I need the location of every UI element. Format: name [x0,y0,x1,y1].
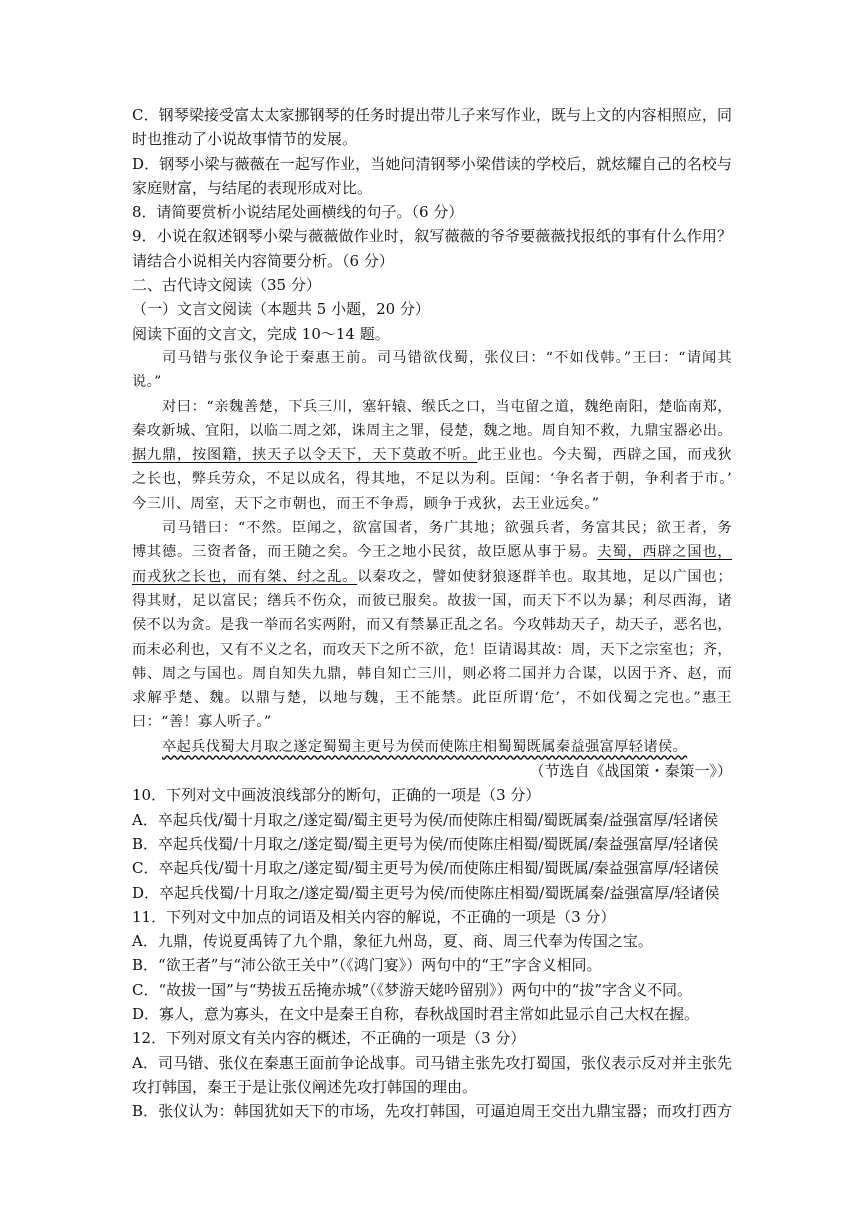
wavy-text: 卒起兵伐蜀大月取之遂定蜀蜀主更号为侯而使陈庄相蜀蜀既属秦益强富厚轻诸侯。 [162,738,688,755]
question-10-option-a: A．卒起兵伐/蜀十月取之/遂定蜀/蜀主更号为侯/而使陈庄相蜀/蜀既属秦/益强富厚/轻诸侯 [132,810,719,829]
exam-page [132,103,732,1123]
passage-text: 以秦攻之，譬如使豺狼逐群羊也。取其地，足以广国也； [357,568,732,585]
passage-p2-line-3 [132,443,732,467]
passage-p3-line-6: 而未必利也，又有不义之名，而攻天下之所不欲，危！臣请谒其故：周，天下之宗室也；齐， [132,641,732,658]
option-c-line-2: 时也推动了小说故事情节的发展。 [132,130,358,149]
option-c-line-1: C．钢琴梁接受富太太家挪钢琴的任务时提出带儿子来写作业，既与上文的内容相照应，同 [132,106,732,124]
passage-p3-line-1: 司马错曰：“不然。臣闻之，欲富国者，务广其地；欲强兵者，务富其民；欲王者，务 [162,520,732,537]
question-10-option-b: B．卒起兵伐蜀/十月取之/遂定蜀/蜀主更号为侯/而使陈庄相蜀/蜀既属/秦益强富厚/轻诸侯 [132,834,719,853]
question-11-option-c: C．“故拔一国”与“势拔五岳掩赤城”（《梦游天姥吟留别》）两句中的“拔”字含义不同。 [132,980,692,999]
passage-p3-line-8: 求解乎楚、魏。以鼎与楚，以地与魏，王不能禁。此臣所谓‘危’，不如伐蜀之完也。”惠王 [132,690,732,707]
underlined-sentence-2b: 而戎狄之长也，而有桀、纣之乱。 [132,568,358,585]
passage-p1-line-1: 司马错与张仪争论于秦惠王前。司马错欲伐蜀，张仪曰：“不如伐韩。”王曰：“请闻其 [162,349,732,366]
question-12: 12．下列对原文有关内容的概述，不正确的一项是（3 分） [132,1029,526,1048]
subsection-heading: （一）文言文阅读（本题共 5 小题，20 分） [132,300,430,319]
passage-p1-line-2: 说。” [132,374,162,391]
question-11-option-d: D．寡人，意为寡头，在文中是秦王自称，春秋战国时君主常如此显示自己大权在握。 [132,1004,700,1023]
passage-p3-line-3 [132,565,732,589]
question-9-line-1: 9．小说在叙述钢琴小梁与薇薇做作业时，叙写薇薇的爷爷要薇薇找报纸的事有什么作用？ [132,227,732,246]
passage-p3-line-5: 侯不以为贪。是我一举而名实两附，而又有禁暴正乱之名。今攻韩劫天子，劫天子，恶名也， [132,617,732,634]
question-10-option-c: C．卒起兵伐/蜀十月取之/遂定蜀/蜀主更号为侯/而使陈庄相蜀/蜀既属/秦益强富厚/轻诸侯 [132,859,719,878]
question-10-option-d: D．卒起兵伐蜀/十月取之/遂定蜀/蜀主更号为侯/而使陈庄相蜀/蜀既属秦/益强富厚/轻诸侯 [132,883,720,902]
question-12-option-a-line-2: 攻打韩国，秦王于是让张仪阐述先攻打韩国的理由。 [132,1077,478,1096]
passage-source: （节选自《战国策・秦策一》） [529,762,732,781]
passage-p3-line-2 [132,540,732,564]
question-8: 8．请简要赏析小说结尾处画横线的句子。（6 分） [132,203,464,222]
question-9-line-2: 请结合小说相关内容简要分析。（6 分） [132,251,394,270]
passage-p2-line-2: 秦攻新城、宜阳，以临二周之郊，诛周主之罪，侵楚，魏之地。周自知不救，九鼎宝器必出。 [132,422,732,439]
passage-p3-line-4: 得其财，足以富民；缮兵不伤众，而彼已服矣。故拔一国，而天下不以为暴；利尽西海，诸 [132,592,732,609]
option-d-line-2: 家庭财富，与结尾的表现形成对比。 [132,178,373,197]
question-12-option-a-line-1: A．司马错、张仪在秦惠王面前争论战事。司马错主张先攻打蜀国，张仪表示反对并主张先 [132,1053,732,1072]
question-11-option-a: A．九鼎，传说夏禹铸了九个鼎，象征九州岛，夏、商、周三代奉为传国之宝。 [132,932,653,951]
passage-p3-line-7: 韩、周之与国也。周自知失九鼎，韩自知亡三川，则必将二国并力合谋，以因于齐、赵，而 [132,665,732,682]
passage-text: 此王业也。今夫蜀，西辟之国，而戎狄 [477,447,732,464]
passage-p2-line-4: 之长也，弊兵劳众，不足以成名，得其地，不足以为利。臣闻：‘争名者于朝，争利者于市。’ [132,471,732,488]
question-10: 10．下列对文中画波浪线部分的断句，正确的一项是（3 分） [132,786,541,805]
underlined-sentence-1: 据九鼎，按图籍，挟天子以令天下，天下莫敢不听。 [132,447,478,464]
passage-p2-line-1: 对曰：“亲魏善楚，下兵三川，塞轩辕、缑氏之口，当屯留之道，魏绝南阳，楚临南郑， [162,398,732,415]
section-heading: 二、古代诗文阅读（35 分） [132,276,321,295]
option-d-line-1: D．钢琴小梁与薇薇在一起写作业，当她问清钢琴小梁借读的学校后，就炫耀自己的名校与 [132,154,732,173]
passage-p3-line-9: 曰：“善！寡人听子。” [132,714,272,731]
passage-p2-line-5: 今三川、周室，天下之市朝也，而王不争焉，顾争于戎狄，去王业远矣。” [132,495,600,512]
underlined-sentence-2a: 夫蜀，西辟之国也， [597,544,732,561]
question-11: 11．下列对文中加点的词语及相关内容的解说，不正确的一项是（3 分） [132,907,616,926]
question-11-option-b: B．“欲王者”与“沛公欲王关中”（《鸿门宴》）两句中的“王”字含义相同。 [132,956,602,975]
question-12-option-b-line-1: B．张仪认为：韩国犹如天下的市场，先攻打韩国，可逼迫周王交出九鼎宝器；而攻打西方 [132,1102,732,1121]
wavy-underlined-sentence [132,735,732,759]
reading-instruction: 阅读下面的文言文，完成 10～14 题。 [132,324,390,343]
passage-text: 博其德。三资者备，而王随之矣。今王之地小民贫，故臣愿从事于易。 [132,544,598,561]
